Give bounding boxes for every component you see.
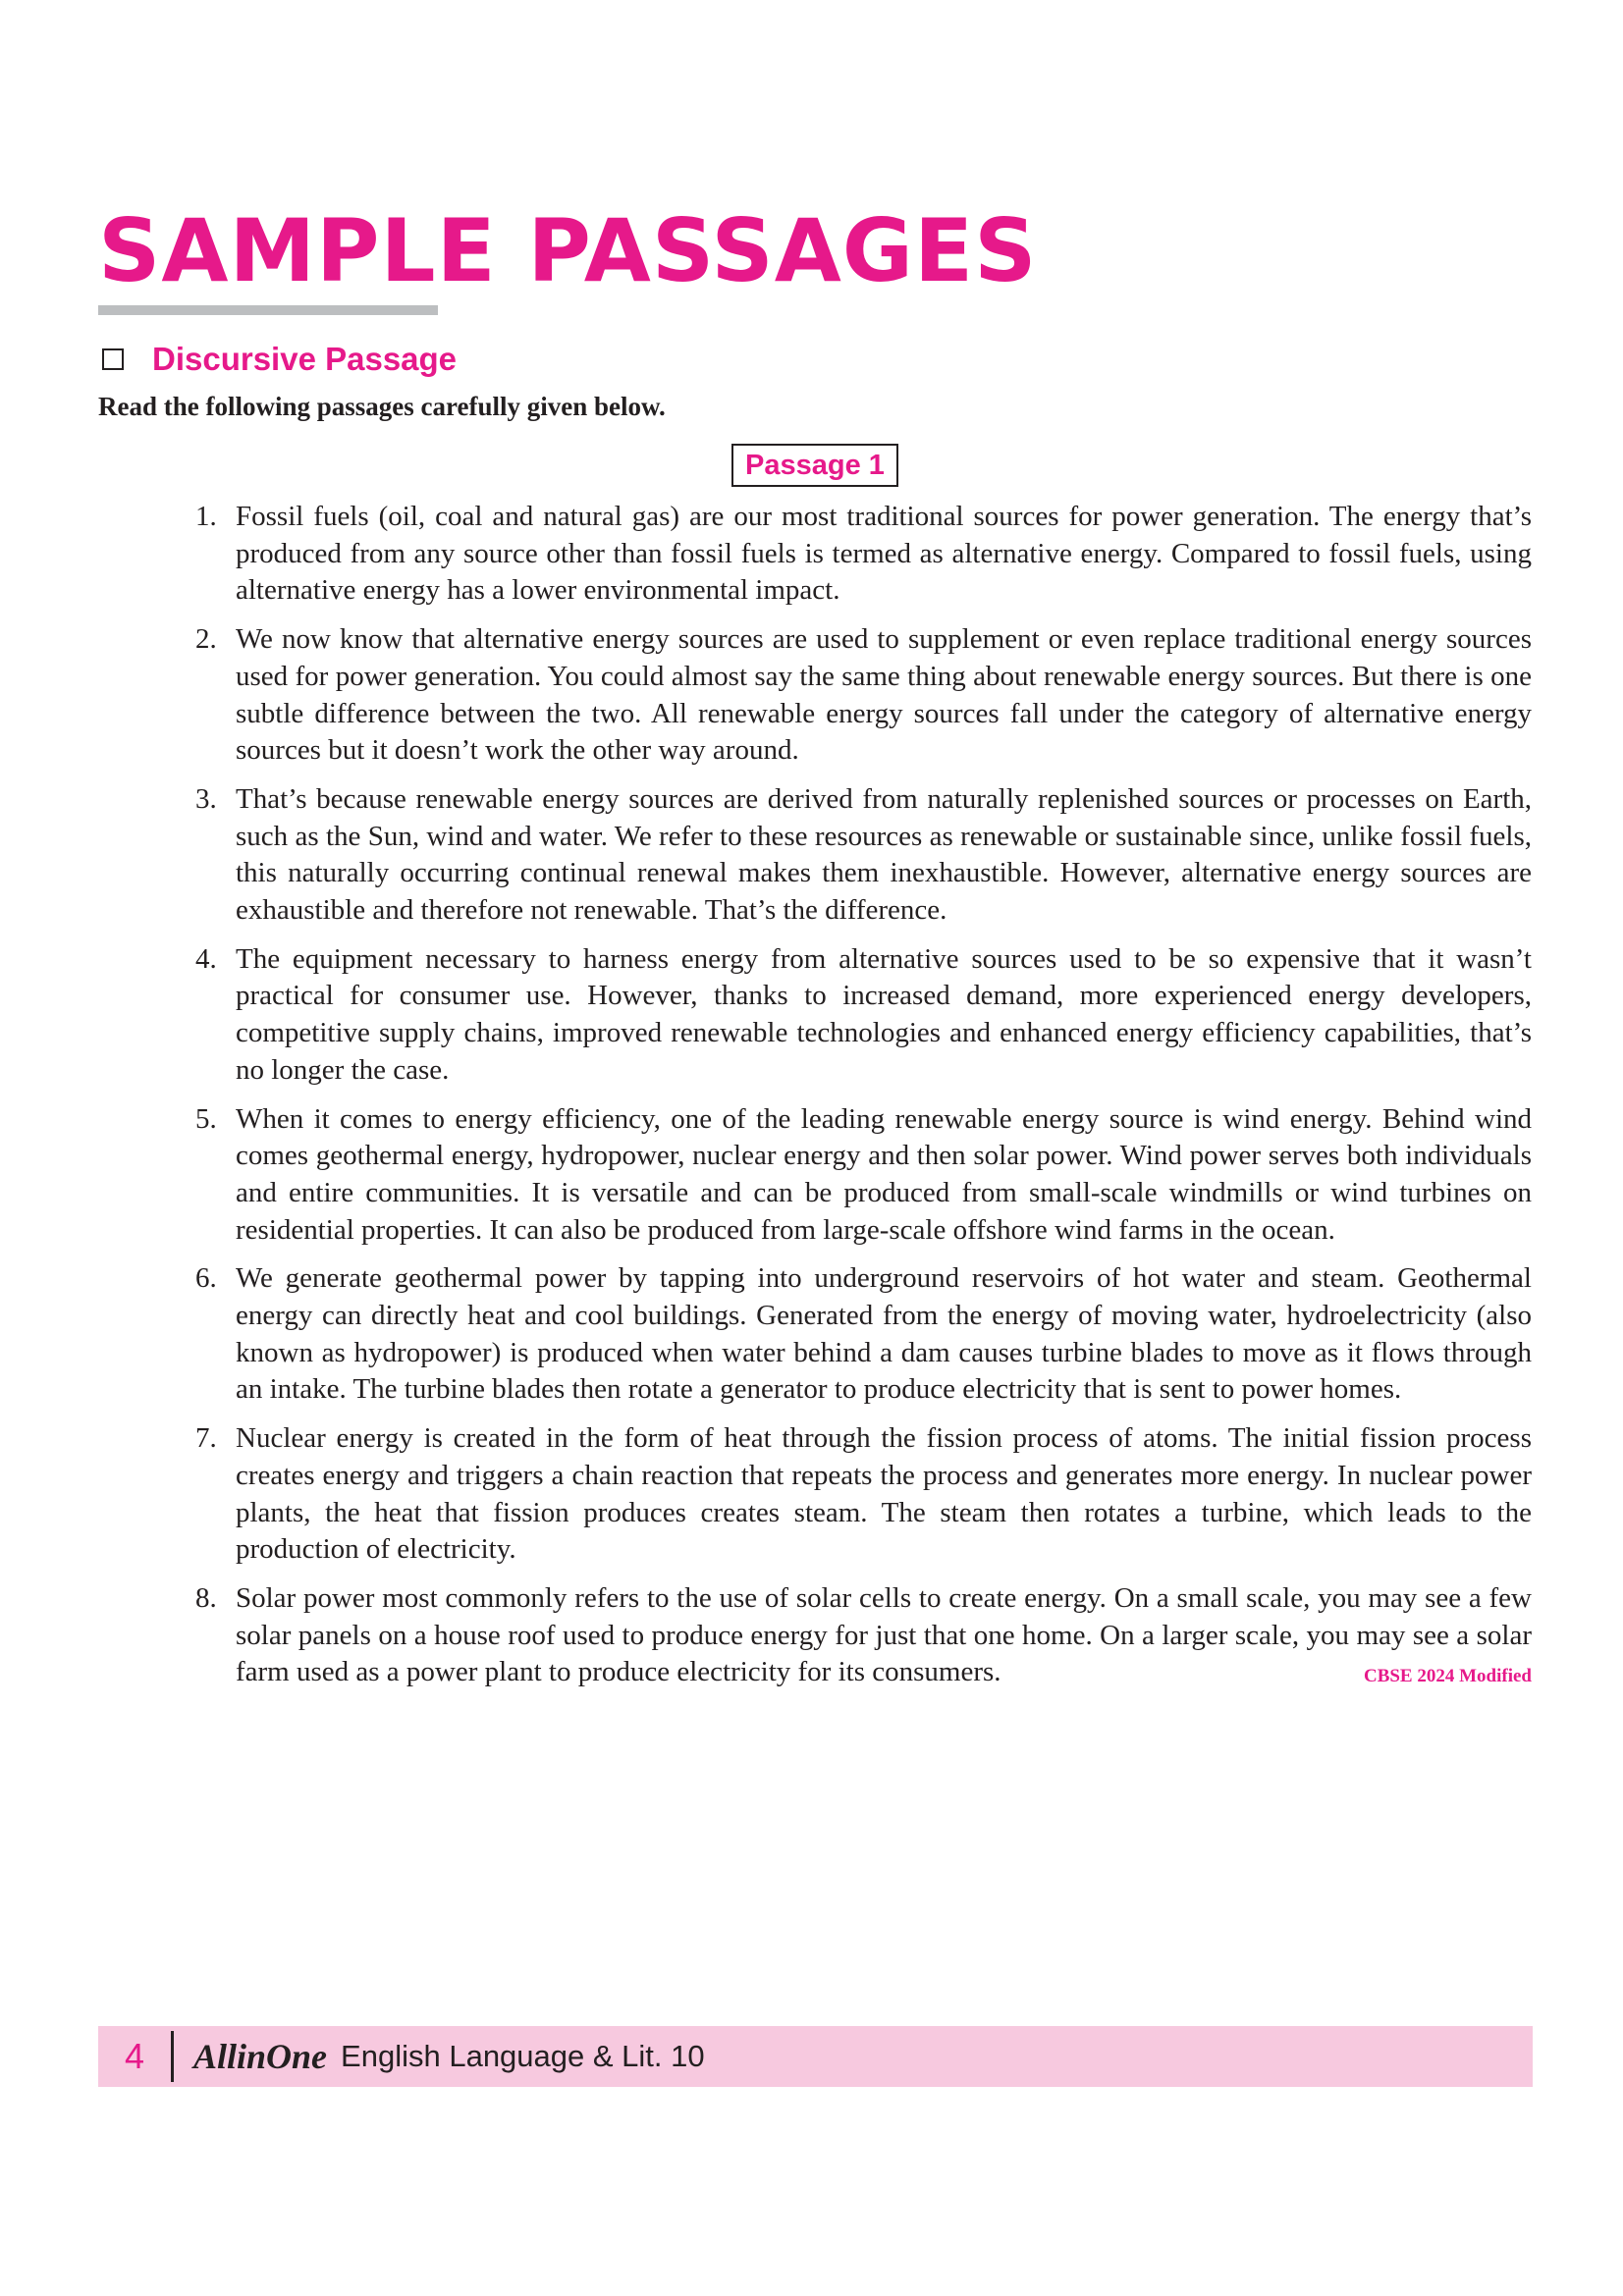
section-heading — [102, 338, 457, 381]
instruction-text: Read the following passages carefully given below. — [98, 392, 666, 421]
paragraph-number: 8. — [195, 1581, 217, 1614]
paragraph-text: When it comes to energy efficiency, one of the leading renewable energy source is wind energy. Behind wind comes geothermal energy, hydropower, nuclear energy and then solar power. Wind power serves both individuals and entire communities. It is versatile and can be produced from small-scale windmills or wind turbines on residential properties. It can also be produced from large-scale offshore wind farms in the ocean. — [236, 1102, 1532, 1246]
paragraph-number: 4. — [195, 942, 217, 975]
paragraph-item — [187, 1101, 1532, 1250]
book-title: English Language & Lit. 10 — [341, 2039, 705, 2073]
paragraph-text: We now know that alternative energy sources are used to supplement or even replace traditional energy sources used for power generation. You could almost say the same thing about renewable energy sources. But there is one subtle difference between the two. All renewable energy sources fall under the category of alternative energy sources but it doesn’t work the other way around. — [236, 623, 1532, 767]
page-footer — [98, 2026, 1533, 2087]
source-note: CBSE 2024 Modified — [1363, 1666, 1532, 1687]
page-number: 4 — [124, 2036, 145, 2076]
passage-paragraph-list — [187, 499, 1532, 1703]
brand-logo: AllinOne — [193, 2037, 328, 2076]
paragraph-number: 2. — [195, 623, 217, 656]
paragraph-item — [187, 1420, 1532, 1569]
paragraph-item — [187, 499, 1532, 610]
paragraph-item — [187, 941, 1532, 1090]
paragraph-text: Fossil fuels (oil, coal and natural gas) are our most traditional sources for power generation. The energy that’s produced from any source other than fossil fuels is termed as alternative energy. Compared to fossil fuels, using alternative energy has a lower environmental impact. — [236, 501, 1532, 607]
paragraph-text: Solar power most commonly refers to the use of solar cells to create energy. On a small scale, you may see a few solar panels on a house roof used to produce energy for just that one home. On a larger scale, you may see a solar farm used as a power plant to produce electricity for its consumers. — [236, 1581, 1532, 1688]
section-title: Discursive Passage — [152, 341, 458, 377]
paragraph-text: We generate geothermal power by tapping into underground reservoirs of hot water and steam. Geothermal energy can directly heat and cool buildings. Generated from the energy of moving water, hydroelectricity (also known as hydropower) is produced when water behind a dam causes turbine blades to move as it flows through an intake. The turbine blades then rotate a generator to produce electricity that is sent to power homes. — [236, 1262, 1532, 1406]
paragraph-number: 6. — [195, 1262, 217, 1295]
paragraph-number: 7. — [195, 1422, 217, 1455]
paragraph-text: The equipment necessary to harness energy from alternative sources used to be so expensive that it wasn’t practical for consumer use. However, thanks to increased demand, more experienced energy developers, competitive supply chains, improved renewable technologies and enhanced energy efficiency capabilities, that’s no longer the case. — [236, 942, 1532, 1086]
paragraph-number: 1. — [195, 501, 217, 532]
paragraph-item — [187, 781, 1532, 930]
paragraph-item — [187, 621, 1532, 770]
paragraph-item — [187, 1580, 1532, 1691]
footer-divider — [171, 2031, 174, 2082]
paragraph-number: 5. — [195, 1102, 217, 1135]
page-title: SAMPLE PASSAGES — [98, 200, 1038, 301]
paragraph-text: That’s because renewable energy sources are derived from naturally replenished sources or processes on Earth, such as the Sun, wind and water. We refer to these resources as renewable or sustainable since, unlike fossil fuels, this naturally occurring continual renewal makes them inexhaustible. However, alternative energy sources are exhaustible and therefore not renewable. That’s the difference. — [236, 782, 1532, 927]
paragraph-text: Nuclear energy is created in the form of heat through the fission process of atoms. The initial fission process creates energy and triggers a chain reaction that repeats the process and generates more energy. In nuclear power plants, the heat that fission produces creates steam. The steam then rotates a turbine, which leads to the production of electricity. — [236, 1422, 1532, 1566]
title-underline — [98, 305, 438, 315]
passage-label: Passage 1 — [731, 444, 898, 487]
square-bullet-icon — [102, 348, 124, 370]
paragraph-item — [187, 1260, 1532, 1409]
paragraph-number: 3. — [195, 782, 217, 815]
